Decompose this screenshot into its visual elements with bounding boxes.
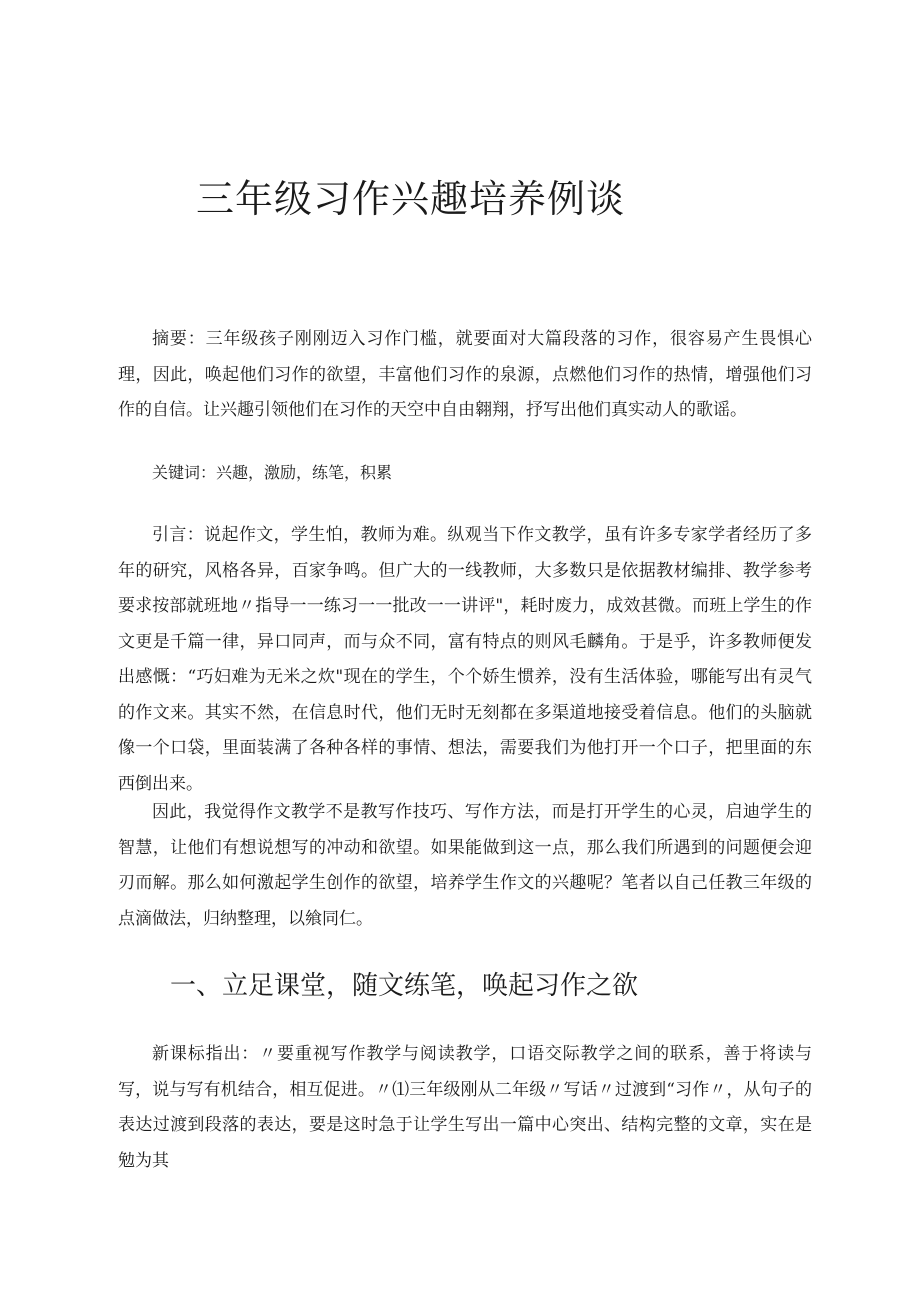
abstract-paragraph: 摘要：三年级孩子刚刚迈入习作门槛，就要面对大篇段落的习作，很容易产生畏惧心理，因此，唤起他们习作的欲望，丰富他们习作的泉源，点燃他们习作的热情，增强他们习作的自信。让兴趣引领他们在习作的天空中自由翱翔，抒写出他们真实动人的歌谣。 xyxy=(118,329,812,420)
intro-paragraph-2: 因此，我觉得作文教学不是教写作技巧、写作方法，而是打开学生的心灵，启迪学生的智慧，让他们有想说想写的冲动和欲望。如果能做到这一点，那么我们所遇到的问题便会迎刃而解。那么如何激起学生创作的欲望，培养学生作文的兴趣呢？笔者以自己任教三年级的点滴做法，归纳整理，以飨同仁。 xyxy=(118,802,812,929)
keywords-line: 关键词：兴趣，激励，练笔，积累 xyxy=(152,463,393,482)
intro-paragraph: 引言：说起作文，学生怕，教师为难。纵观当下作文教学，虽有许多专家学者经历了多年的研究，风格各异，百家争鸣。但广大的一线教师，大多数只是依据教材编排、教学参考要求按部就班地〃指导一一练习一一批改一一讲评"，耗时废力，成效甚微。而班上学生的作文更是千篇一律，异口同声，而与众不同，富有特点的则风毛麟角。于是乎，许多教师便发出感慨：“巧妇难为无米之炊"现在的学生，个个娇生惯养，没有生活体验，哪能写出有灵气的作文来。其实不然，在信息时代，他们无时无刻都在多渠道地接受着信息。他们的头脑就像一个口袋，里面装满了各种各样的事情、想法，需要我们为他打开一个口子，把里面的东西倒出来。 xyxy=(118,525,812,794)
document-title: 三年级习作兴趣培养例谈 xyxy=(196,177,626,221)
section-1-paragraph: 新课标指出：〃要重视写作教学与阅读教学，口语交际教学之间的联系，善于将读与写，说与写有机结合，相互促进。〃⑴三年级刚从二年级〃写话〃过渡到“习作〃，从句子的表达过渡到段落的表达，要是这时急于让学生写出一篇中心突出、结构完整的文章，实在是勉为其 xyxy=(118,1044,812,1171)
section-1-heading: 一、立足课堂，随文练笔，唤起习作之欲 xyxy=(170,971,639,1001)
